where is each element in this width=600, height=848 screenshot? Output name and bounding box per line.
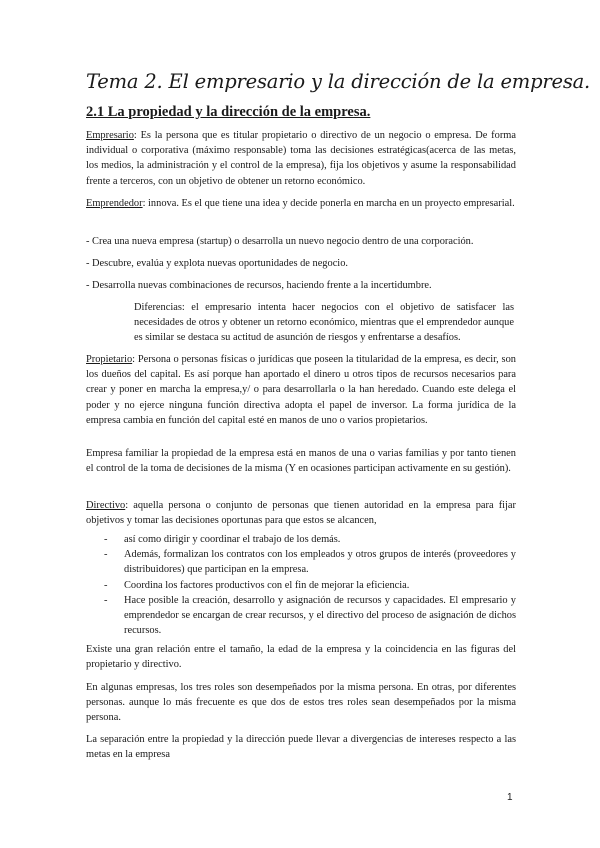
definition-directivo: : aquella persona o conjunto de personas que tienen autoridad en la empresa para fijar objetivos y tomar las decisiones oportunas para que estos se alcancen,	[86, 500, 516, 527]
section-heading: 2.1 La propiedad y la dirección de la empresa.	[86, 104, 371, 120]
list-item: - Hace posible la creación, desarrollo y asignación de recursos y capacidades. El empresario y emprendedor se encargan de crear recursos, y el directivo del proceso de asignación de dichos recursos.	[104, 594, 516, 637]
paragraph-separacion: La separación entre la propiedad y la dirección puede llevar a divergencias de intereses respecto a las metas en la empresa	[86, 734, 516, 761]
list-item: - Descubre, evalúa y explota nuevas oportunidades de negocio.	[86, 258, 348, 269]
paragraph-diferencias: Diferencias: el empresario intenta hacer negocios con el objetivo de satisfacer las necesidades de otros y obtener un retorno económico, mientras que el emprendedor aunque es similar se destaca su actitud de asunción de riesgos y enfrentarse a desafíos.	[134, 302, 514, 344]
term-directivo: Directivo	[86, 500, 126, 511]
term-propietario: Propietario	[86, 354, 133, 365]
directivo-list	[86, 532, 516, 638]
term-emprendedor: Emprendedor	[86, 198, 143, 209]
paragraph-emprendedor	[86, 196, 516, 211]
document-title: Tema 2. El empresario y la dirección de la empresa.	[86, 70, 591, 93]
paragraph-relacion: Existe una gran relación entre el tamaño, la edad de la empresa y la coincidencia en las figuras del propietario y directivo.	[86, 644, 516, 671]
bullet-dash: -	[104, 594, 108, 606]
paragraph-empresario	[86, 128, 516, 189]
paragraph-roles: En algunas empresas, los tres roles son desempeñados por la misma persona. En otras, por diferentes personas. aunque lo más frecuente es que dos de estos tres roles sean desempeñados por la misma persona.	[86, 682, 516, 724]
list-item: - así como dirigir y coordinar el trabajo de los demás.	[86, 532, 516, 547]
list-item: - Coordina los factores productivos con el fin de mejorar la eficiencia.	[86, 578, 516, 593]
page-number: 1	[507, 792, 513, 803]
bullet-dash: -	[104, 534, 108, 545]
definition-empresario: : Es la persona que es titular propietario o directivo de un negocio o empresa. De forma individual o corporativa (máximo responsable) toma las decisiones estratégicas(acerca de las metas, los medios, la administración y el control de la empresa), fija los objetivos y asume la responsabilidad frente a terceros, con un objetivo de obtener un retorno económico.	[86, 130, 516, 187]
definition-propietario: : Persona o personas físicas o jurídicas que poseen la titularidad de la empresa, es decir, son los dueños del capital. Es así porque han aportado el dinero u otros tipos de recursos necesarios para crear y poner en marcha la empresa,y/ o para desarrollarla o la han heredado. Cuando este delega el poder y no ejerce ninguna función directiva adopta el papel de inversor. La forma jurídica de la empresa cambia en función del capital esté en manos de uno o varios propietarios.	[86, 354, 516, 426]
paragraph-propietario	[86, 352, 516, 428]
list-item: - Crea una nueva empresa (startup) o desarrolla un nuevo negocio dentro de una corporación.	[86, 236, 474, 247]
list-item: - Además, formalizan los contratos con los empleados y otros grupos de interés (proveedores y distribuidores) que participan en la empresa.	[104, 549, 516, 576]
term-empresario: Empresario	[86, 130, 134, 141]
definition-emprendedor: : innova. Es el que tiene una idea y decide ponerla en marcha en un proyecto empresarial.	[142, 198, 515, 209]
bullet-dash: -	[104, 549, 108, 561]
paragraph-empresa-familiar: Empresa familiar la propiedad de la empresa está en manos de una o varias familias y por tanto tienen el control de la toma de decisiones de la misma (Y en ocasiones participan activamente en su gestión).	[86, 448, 516, 475]
bullet-dash: -	[104, 579, 108, 591]
paragraph-directivo	[86, 498, 516, 528]
list-item: - Desarrolla nuevas combinaciones de recursos, haciendo frente a la incertidumbre.	[86, 280, 432, 291]
